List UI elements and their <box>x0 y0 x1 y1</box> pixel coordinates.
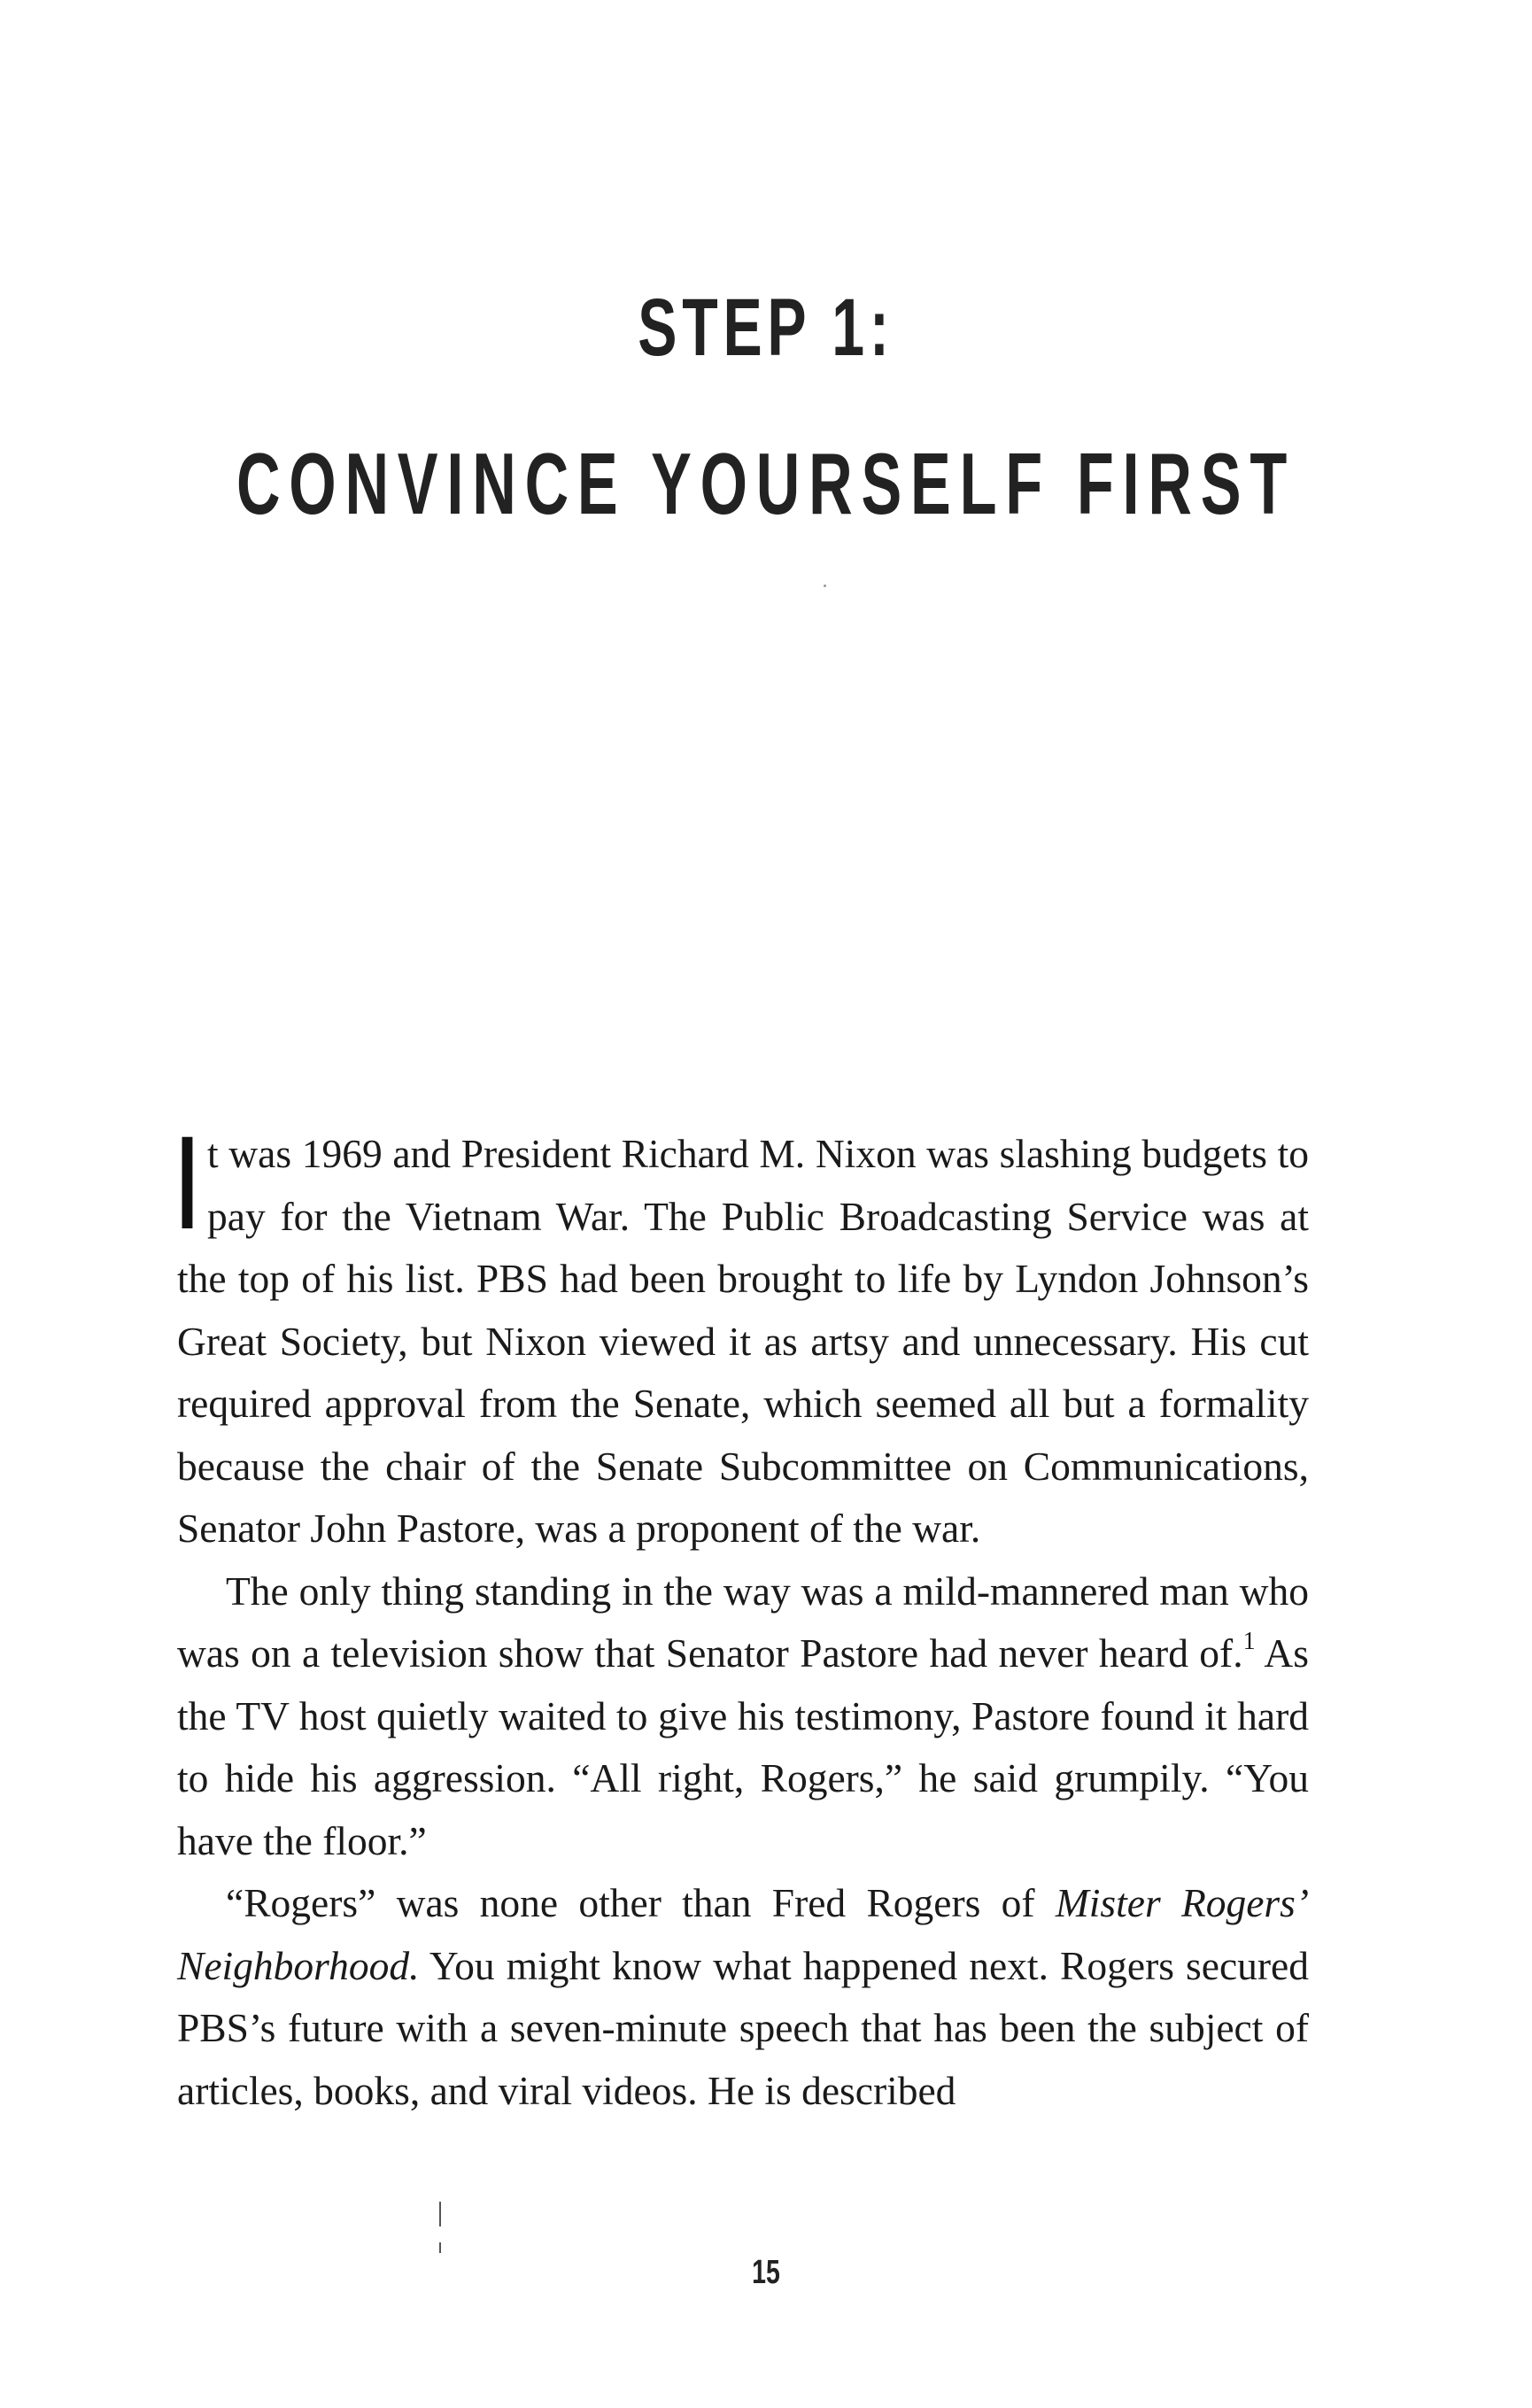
footnote-marker: 1 <box>1242 1628 1256 1655</box>
paragraph-2-text-a: The only thing standing in the way was a mild-mannered man who was on a television show that Senator Pastore had never heard of. <box>177 1568 1309 1676</box>
chapter-title: CONVINCE YOURSELF FIRST <box>236 435 1296 532</box>
paragraph-1-text: t was 1969 and President Richard M. Nixon was slashing budgets to pay for the Vietnam War. The Public Broadcasting Service was at the top of his list. PBS had been brought to life by Lyndon Johnson’s Great Society, but Nixon viewed it as artsy and unnecessary. His cut required approval from the Senate, which seemed all but a formality because the chair of the Senate Subcommittee on Communications, Senator John Pastore, was a proponent of the war. <box>177 1131 1309 1551</box>
drop-cap: I <box>177 1108 197 1257</box>
paragraph-3-text-b: You might know what happened next. Rogers secured PBS’s future with a seven-minute speech that has been the subject of articles, books, and viral videos. He is described <box>177 1942 1309 2113</box>
paragraph-2 <box>177 1560 1309 1873</box>
scan-mark <box>824 585 826 587</box>
page-number: 15 <box>752 2254 780 2291</box>
paragraph-1 <box>177 1108 1309 1560</box>
paragraph-3 <box>177 1872 1309 2122</box>
body-text <box>177 1108 1309 2122</box>
show-title-italic: Mister Rogers’ Neighborhood. <box>177 1880 1309 1988</box>
paragraph-3-text-a: “Rogers” was none other than Fred Rogers of <box>226 1880 1056 1925</box>
scan-mark <box>439 2202 441 2226</box>
paragraph-2-text-b: As the TV host quietly waited to give his testimony, Pastore found it hard to hide his aggression. “All right, Rogers,” he said grumpily. “You have the floor.” <box>177 1630 1309 1863</box>
scan-mark <box>439 2242 441 2253</box>
chapter-step-heading: STEP 1: <box>638 283 894 373</box>
